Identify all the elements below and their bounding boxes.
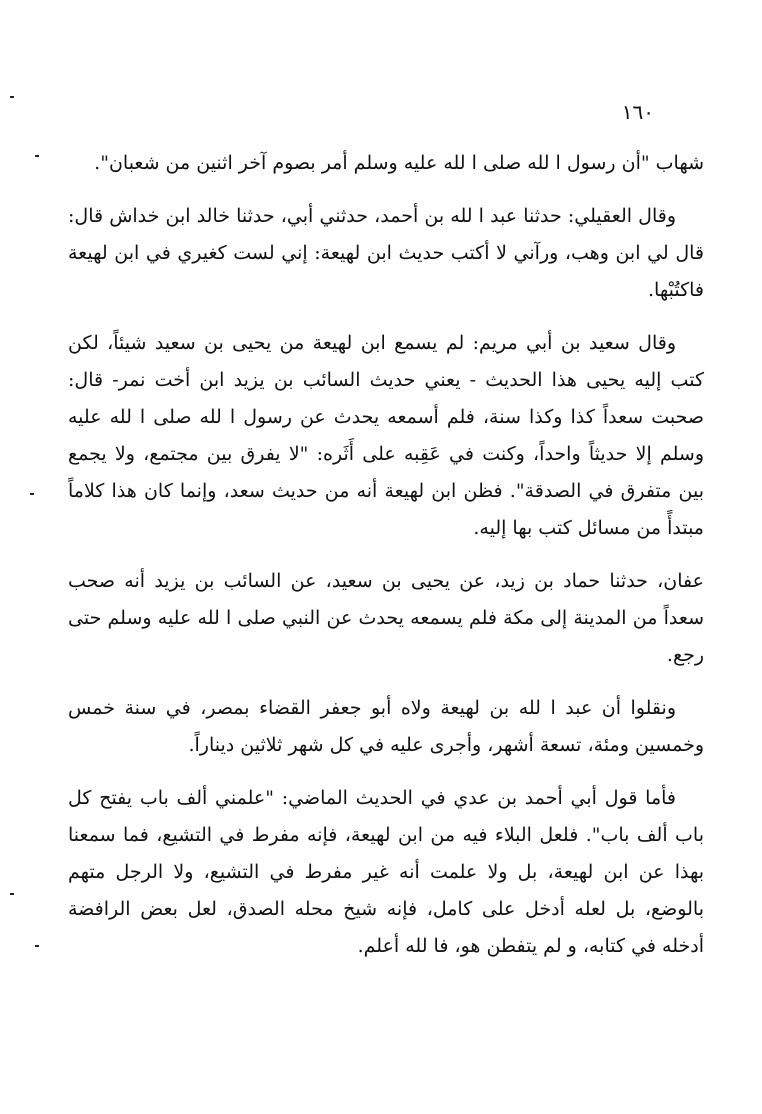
scan-mark <box>10 96 14 98</box>
scan-mark <box>35 945 39 947</box>
page-number: ١٦٠ <box>621 100 654 124</box>
paragraph-3: وقال سعيد بن أبي مريم: لم يسمع ابن لهيعة من يحيى بن سعيد شيئاً، لكن كتب إليه يحيى هذا الحديث - يعني حديث السائب بن يزيد ابن أخت نمر- قال: صحبت سعداً كذا وكذا سنة، فلم أسمعه يحدث عن رسول ا لله صلى ا لله عليه وسلم إلا حديثاً واحداً، وكنت في عَقِبه على أَثَره: "لا يفرق بين مجتمع، ولا يجمع بين متفرق في الصدقة". فظن ابن لهيعة أنه من حديث سعد، وإنما كان هذا كلاماً مبتدأً من مسائل كتب بها إليه. <box>68 332 705 539</box>
paragraph-1: شهاب "أن رسول ا لله صلى ا لله عليه وسلم أمر بصوم آخر اثنين من شعبان". <box>94 152 704 174</box>
scan-mark <box>10 893 14 895</box>
paragraph-2: وقال العقيلي: حدثنا عبد ا لله بن أحمد، حدثني أبي، حدثنا خالد ابن خداش قال: قال لي ابن وهب، ورآني لا أكتب حديث ابن لهيعة: إني لست كغيري في ابن لهيعة فاكتُبْها. <box>68 205 704 301</box>
paragraph-6: فأما قول أبي أحمد بن عدي في الحديث الماضي: "علمني ألف باب يفتح كل باب ألف باب". فلعل البلاء فيه من ابن لهيعة، فإنه مفرط في التشيع، فما سمعنا بهذا عن ابن لهيعة، بل ولا علمت أنه غير مفرط في التشيع، ولا الرجل متهم بالوضع، بل لعله أدخل على كامل، فإنه شيخ محله الصدق، لعل بعض الرافضة أدخله في كتابه، و لم يتفطن هو، فا لله أعلم. <box>68 787 704 957</box>
paragraph-5: ونقلوا أن عبد ا لله بن لهيعة ولاه أبو جعفر القضاء بمصر، في سنة خمس وخمسين ومئة، تسعة أشهر، وأجرى عليه في كل شهر ثلاثين ديناراً. <box>68 697 704 756</box>
paragraph-4: عفان، حدثنا حماد بن زيد، عن يحيى بن سعيد، عن السائب بن يزيد أنه صحب سعداً من المدينة إلى مكة فلم يسمعه يحدث عن النبي صلى ا لله عليه وسلم حتى رجع. <box>68 570 704 666</box>
scan-mark <box>35 155 39 157</box>
scan-mark <box>30 493 34 495</box>
body-text <box>68 145 704 981</box>
